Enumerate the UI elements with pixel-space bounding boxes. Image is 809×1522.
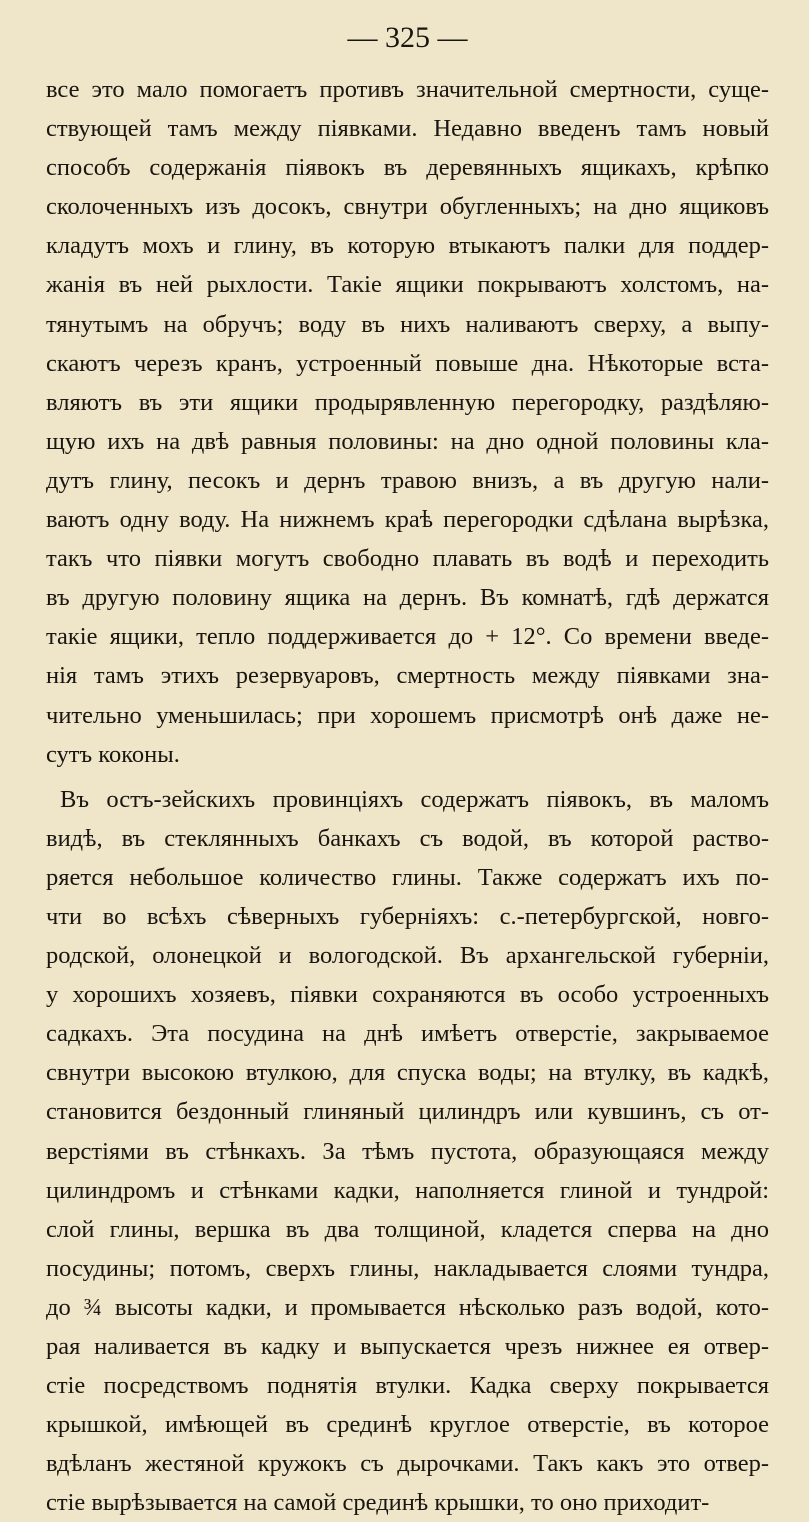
text-line: кладутъ мохъ и глину, въ которую втыкаютъ палки для поддер- <box>46 232 769 260</box>
text-line: щую ихъ на двѣ равныя половины: на дно одной половины кла- <box>46 427 769 455</box>
text-line: верстіями въ стѣнкахъ. За тѣмъ пустота, образующаяся между <box>46 1137 769 1165</box>
text-line: способъ содержанія піявокъ въ деревянныхъ ящикахъ, крѣпко <box>46 154 769 182</box>
text-line: въ другую половину ящика на дернъ. Въ комнатѣ, гдѣ держатся <box>46 584 769 612</box>
text-line: сколоченныхъ изъ досокъ, свнутри обугленныхъ; на дно ящиковъ <box>46 193 769 221</box>
text-line: посудины; потомъ, сверхъ глины, накладывается слоями тундра, <box>46 1254 769 1282</box>
text-line: нія тамъ этихъ резервуаровъ, смертность между піявками зна- <box>46 662 769 690</box>
text-line: свнутри высокою втулкою, для спуска воды; на втулку, въ кадкѣ, <box>46 1059 769 1087</box>
text-line: видѣ, въ стеклянныхъ банкахъ съ водой, въ которой раство- <box>46 824 769 852</box>
text-line: ваютъ одну воду. На нижнемъ краѣ перегородки сдѣлана вырѣзка, <box>46 506 769 534</box>
text-line: цилиндромъ и стѣнками кадки, наполняется глиной и тундрой: <box>46 1176 769 1204</box>
text-line: дутъ глину, песокъ и дернъ травою внизъ, а въ другую нали- <box>46 466 769 494</box>
text-line: становится бездонный глиняный цилиндръ или кувшинъ, съ от- <box>46 1098 769 1126</box>
page-number: — 325 — <box>347 21 468 54</box>
text-line: до ¾ высоты кадки, и промывается нѣсколько разъ водой, кото- <box>46 1293 769 1321</box>
text-line: вляютъ въ эти ящики продырявленную перегородку, раздѣляю- <box>46 388 769 416</box>
text-line: стіе посредствомъ поднятія втулки. Кадка сверху покрывается <box>46 1372 769 1400</box>
text-line: чти во всѣхъ сѣверныхъ губерніяхъ: с.-петербургской, новго- <box>46 902 769 930</box>
text-line: садкахъ. Эта посудина на днѣ имѣетъ отверстіе, закрываемое <box>46 1020 769 1048</box>
text-line: такіе ящики, тепло поддерживается до + 12°. Со времени введе- <box>46 623 769 651</box>
text-line: скаютъ черезъ кранъ, устроенный повыше дна. Нѣкоторые вста- <box>46 349 769 377</box>
text-line: стіе вырѣзывается на самой срединѣ крышки, то оно приходит- <box>46 1489 710 1517</box>
text-line: чительно уменьшилась; при хорошемъ присмотрѣ онѣ даже не- <box>46 701 769 729</box>
text-line: слой глины, вершка въ два толщиной, кладется сперва на дно <box>46 1215 769 1243</box>
text-line: ряется небольшое количество глины. Также содержатъ ихъ по- <box>46 863 769 891</box>
text-line: тянутымъ на обручъ; воду въ нихъ наливаютъ сверху, а выпу- <box>46 310 769 338</box>
text-line: ствующей тамъ между піявками. Недавно введенъ тамъ новый <box>46 115 769 143</box>
paragraph-1 <box>46 70 769 774</box>
text-line: Въ остъ-зейскихъ провинціяхъ содержатъ піявокъ, въ маломъ <box>60 785 769 813</box>
paragraph-2 <box>46 780 769 1522</box>
text-line: родской, олонецкой и вологодской. Въ архангельской губерніи, <box>46 942 769 970</box>
text-line: жанія въ ней рыхлости. Такіе ящики покрываютъ холстомъ, на- <box>46 271 769 299</box>
text-line: рая наливается въ кадку и выпускается чрезъ нижнее ея отвер- <box>46 1333 769 1360</box>
text-line: такъ что піявки могутъ свободно плавать въ водѣ и переходить <box>46 545 769 573</box>
text-line: все это мало помогаетъ противъ значительной смертности, суще- <box>46 76 769 103</box>
text-line: вдѣланъ жестяной кружокъ съ дырочками. Такъ какъ это отвер- <box>46 1450 769 1478</box>
text-line: у хорошихъ хозяевъ, піявки сохраняются въ особо устроенныхъ <box>46 981 769 1009</box>
text-line: крышкой, имѣющей въ срединѣ круглое отверстіе, въ которое <box>46 1411 769 1439</box>
text-line: сутъ коконы. <box>46 740 180 768</box>
